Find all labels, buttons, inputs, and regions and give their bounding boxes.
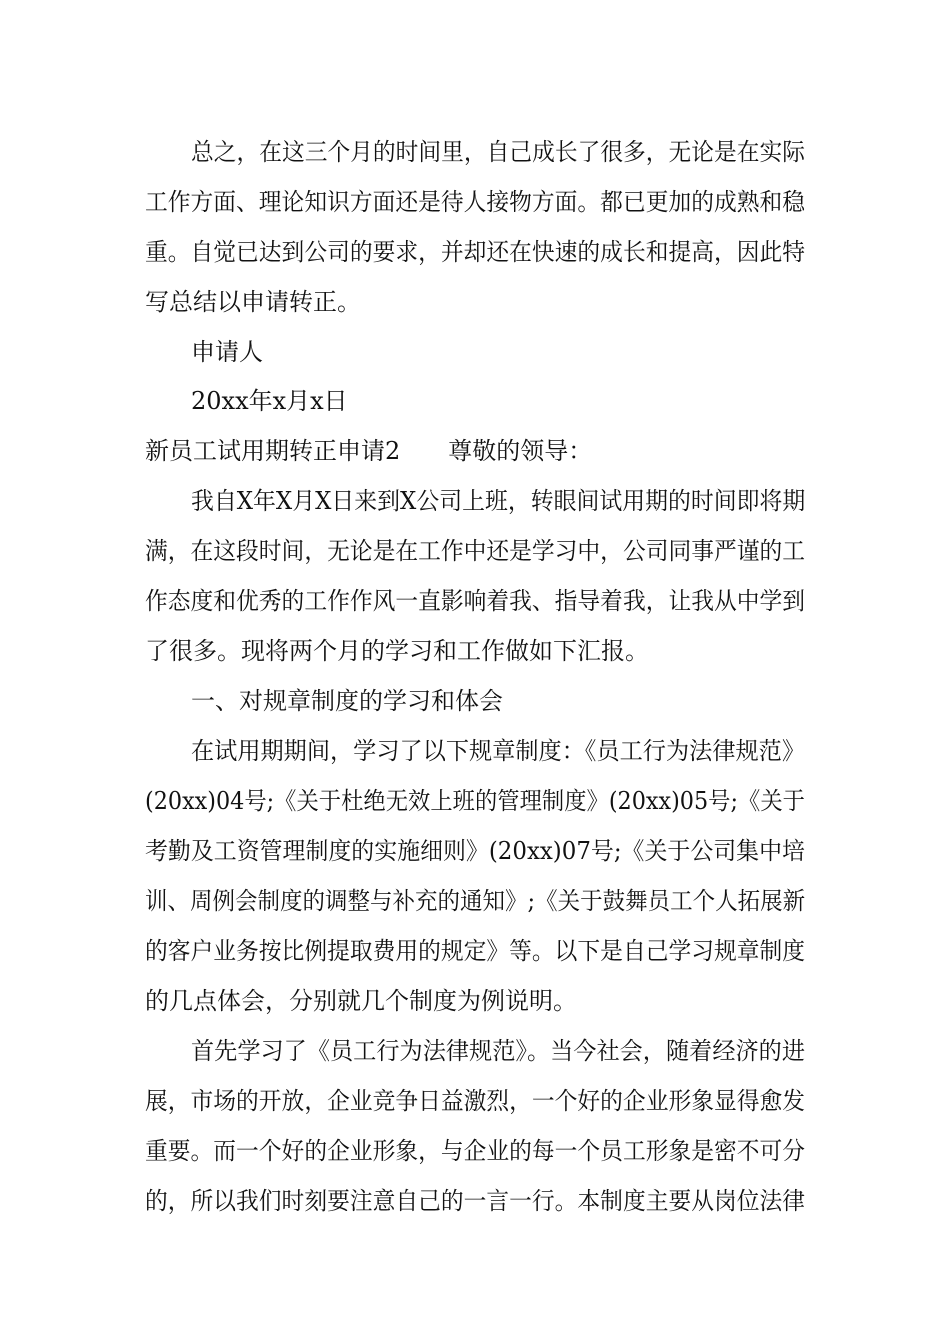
text-line: 作态度和优秀的工作作风一直影响着我、指导着我，让我从中学到 [145, 587, 806, 615]
text-line: 训、周例会制度的调整与补充的通知》;《关于鼓舞员工个人拓展新 [145, 887, 806, 915]
section-heading: 新员工试用期转正申请2 尊敬的领导： [145, 437, 593, 465]
text-line: (20xx)04号;《关于杜绝无效上班的管理制度》(20xx)05号;《关于 [145, 787, 805, 815]
text-line: 了很多。现将两个月的学习和工作做如下汇报。 [145, 637, 649, 665]
signature-label: 申请人 [191, 338, 263, 366]
text-line: 工作方面、理论知识方面还是待人接物方面。都已更加的成熟和稳 [145, 188, 806, 216]
text-line: 我自X年X月X日来到X公司上班，转眼间试用期的时间即将期 [191, 487, 806, 515]
text-line: 的客户业务按比例提取费用的规定》等。以下是自己学习规章制度 [145, 937, 806, 965]
text-line: 重。自觉已达到公司的要求，并却还在快速的成长和提高，因此特 [145, 238, 806, 266]
subsection-heading: 一、对规章制度的学习和体会 [191, 687, 503, 715]
text-line: 在试用期期间，学习了以下规章制度：《员工行为法律规范》 [191, 737, 805, 765]
text-line: 写总结以申请转正。 [145, 288, 361, 316]
text-line: 的几点体会，分别就几个制度为例说明。 [145, 987, 577, 1015]
text-line: 总之，在这三个月的时间里，自己成长了很多，无论是在实际 [191, 138, 805, 166]
text-line: 重要。而一个好的企业形象，与企业的每一个员工形象是密不可分 [145, 1137, 806, 1165]
signature-date: 20xx年x月x日 [191, 387, 348, 415]
text-line: 满，在这段时间，无论是在工作中还是学习中，公司同事严谨的工 [145, 537, 806, 565]
text-line: 的，所以我们时刻要注意自己的一言一行。本制度主要从岗位法律 [145, 1187, 806, 1215]
text-line: 考勤及工资管理制度的实施细则》(20xx)07号;《关于公司集中培 [145, 837, 805, 865]
text-line: 首先学习了《员工行为法律规范》。当今社会，随着经济的进 [191, 1037, 805, 1065]
text-line: 展，市场的开放，企业竞争日益激烈，一个好的企业形象显得愈发 [145, 1087, 806, 1115]
